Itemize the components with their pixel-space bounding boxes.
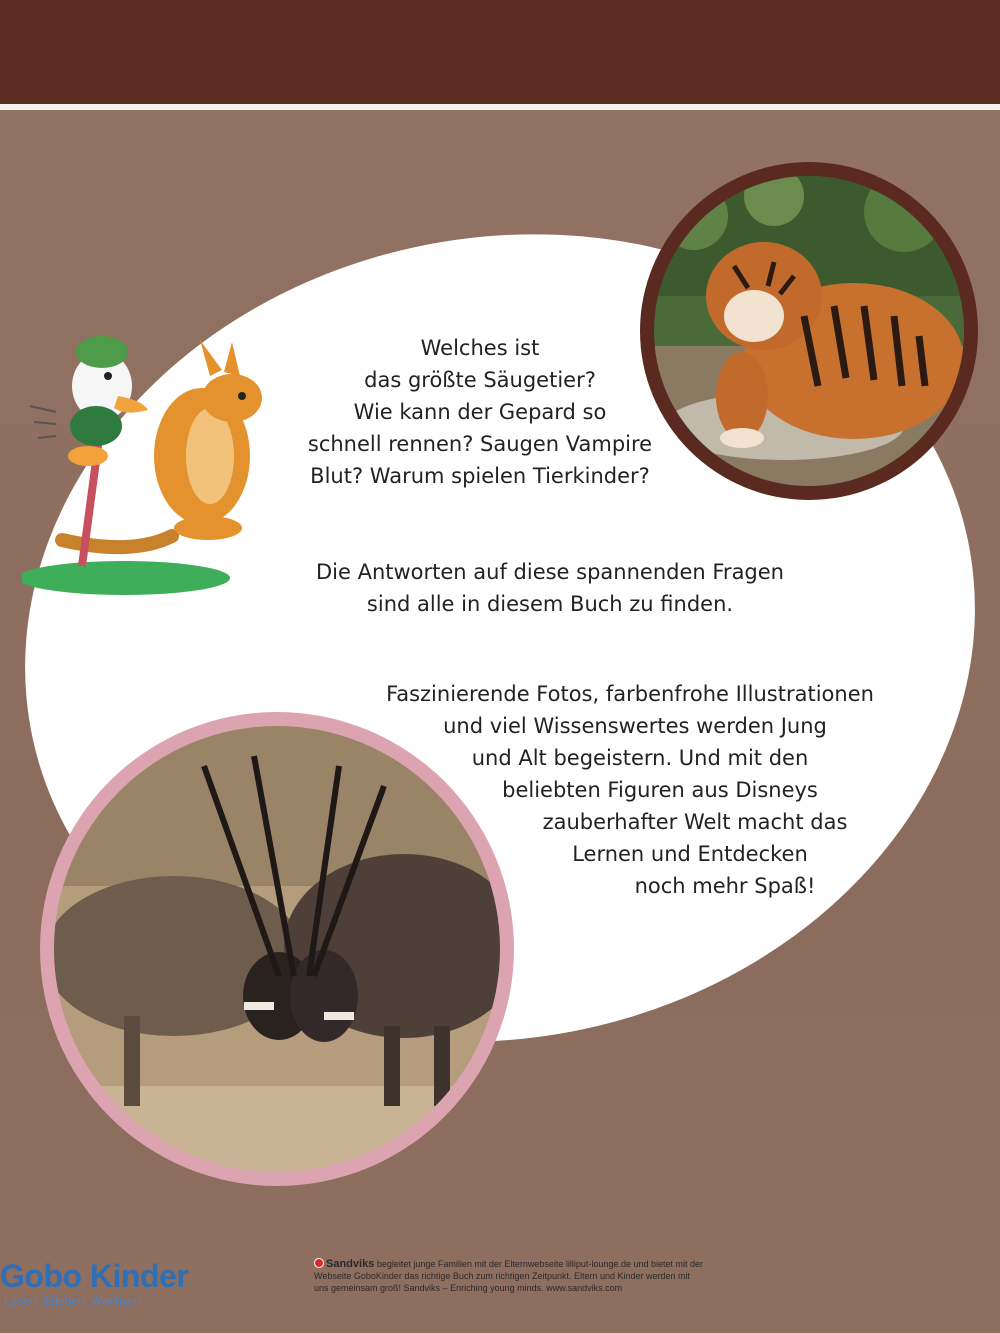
gobo-kinder-logo xyxy=(0,1258,240,1318)
publisher-note xyxy=(314,1258,704,1294)
description-line: beliebten Figuren aus Disneys xyxy=(502,778,818,802)
description-line: Lernen und Entdecken xyxy=(572,842,808,866)
description-line: und viel Wissenswertes werden Jung xyxy=(443,714,827,738)
description-text xyxy=(360,678,900,902)
brand-name: Gobo Kinder xyxy=(0,1258,189,1294)
question-line: das größte Säugetier? xyxy=(364,368,596,392)
question-line: schnell rennen? Saugen Vampire xyxy=(307,432,653,456)
question-line: Welches ist xyxy=(420,336,540,360)
tiger-photo xyxy=(640,162,978,500)
answer-line: Die Antworten auf diese spannenden Fragen xyxy=(315,560,784,584)
answers-text xyxy=(270,556,830,620)
sandviks-logo-icon xyxy=(314,1258,324,1268)
questions-text xyxy=(270,332,690,492)
green-shadow-ellipse xyxy=(22,561,230,595)
description-line: Faszinierende Fotos, farbenfrohe Illustrationen xyxy=(386,682,874,706)
description-line: noch mehr Spaß! xyxy=(634,874,816,898)
cartoon-illustration xyxy=(22,306,272,596)
top-color-band xyxy=(0,0,1000,104)
description-line: zauberhafter Welt macht das xyxy=(542,810,848,834)
question-line: Wie kann der Gepard so xyxy=(353,400,607,424)
tiger-image xyxy=(654,176,964,486)
publisher-text: begleitet junge Familien mit der Elternwebseite lilliput-lounge.de und bietet mit der Webseite GoboKinder das richtige Buch zum richtigen Zeitpunkt. Eltern und Kinder werden mit uns gemeinsam groß! Sandviks – Enriching young minds. www.sandviks.com xyxy=(314,1259,704,1293)
question-line: Blut? Warum spielen Tierkinder? xyxy=(310,464,650,488)
description-line: und Alt begeistern. Und mit den xyxy=(471,746,809,770)
publisher-name: Sandviks xyxy=(326,1258,375,1270)
brand-tagline: Lesen. Erleben. Wachsen xyxy=(4,1294,141,1308)
answer-line: sind alle in diesem Buch zu finden. xyxy=(366,592,734,616)
